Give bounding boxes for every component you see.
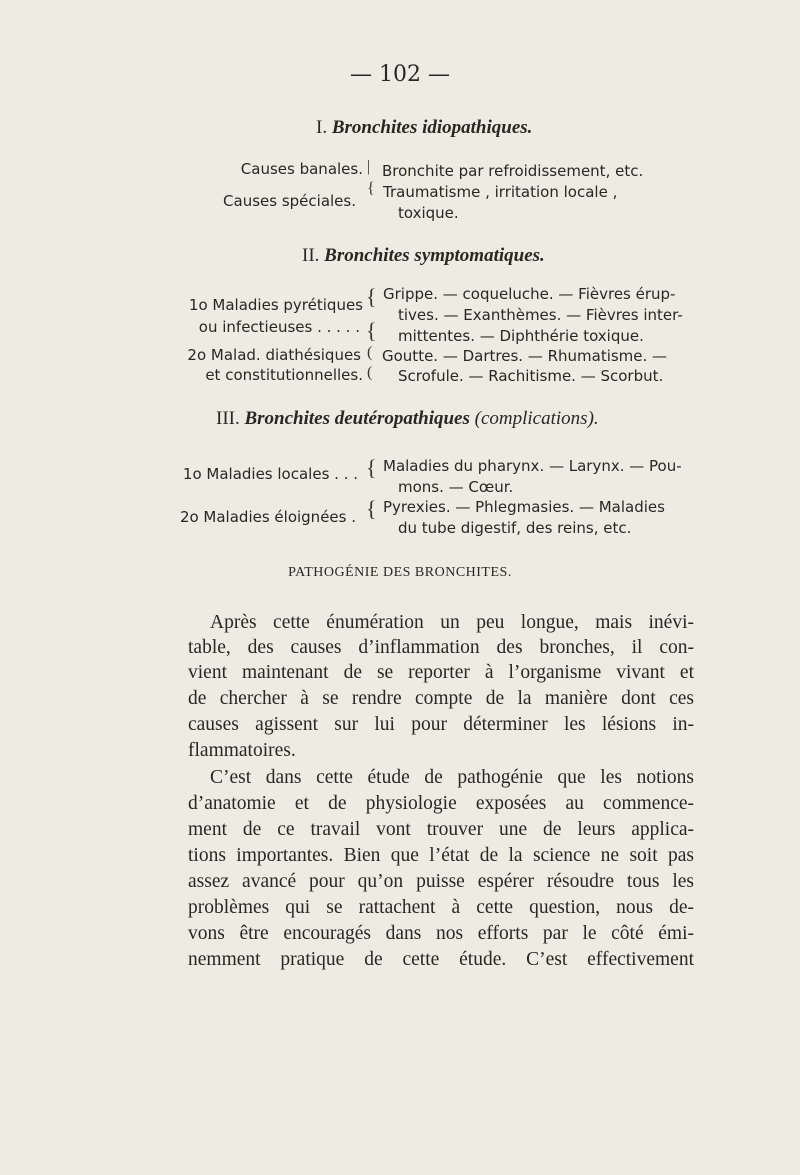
paragraph-1-line: vient maintenant de se reporter à l’organisme vivant et (188, 662, 694, 683)
section-1-heading (316, 117, 532, 139)
paragraph-1-line: table, des causes d’inflammation des bronches, il con- (188, 637, 694, 658)
locales-label: 1o Maladies locales . . . (182, 465, 358, 483)
brace: ( (367, 344, 373, 361)
pyretiques-text-3: mittentes. — Diphthérie toxique. (398, 327, 644, 345)
pyretiques-label-1: 1o Maladies pyrétiques (188, 296, 363, 314)
diathesiques-text-1: Goutte. — Dartres. — Rhumatisme. — (382, 347, 668, 365)
section-1-numeral: I. (316, 117, 328, 138)
section-2-title: Bronchites symptomatiques. (324, 245, 545, 266)
causes-speciales-text-2: toxique. (398, 204, 459, 222)
paragraph-2-line: C’est dans cette étude de pathogénie que les notions (210, 767, 694, 788)
section-3-title: Bronchites deutéropathiques (244, 408, 470, 429)
causes-banales-label: Causes banales. (240, 160, 363, 178)
section-3-numeral: III. (216, 408, 240, 429)
pyretiques-text-2: tives. — Exanthèmes. — Fièvres inter- (398, 306, 683, 324)
paragraph-2-line: d’anatomie et de physiologie exposées au commence- (188, 793, 694, 814)
paragraph-2-line: problèmes qui se rattachent à cette question, nous de- (188, 897, 694, 918)
eloignees-text-1: Pyrexies. — Phlegmasies. — Maladies (383, 498, 665, 516)
causes-speciales-label: Causes spéciales. (223, 192, 356, 210)
brace: { (366, 318, 377, 343)
paragraph-2-line: vons être encouragés dans nos efforts par le côté émi- (188, 923, 694, 944)
causes-speciales-text-1: Traumatisme , irritation locale , (383, 183, 618, 201)
section-3-heading (216, 408, 599, 430)
eloignees-text-2: du tube digestif, des reins, etc. (398, 519, 632, 537)
eloignees-label: 2o Maladies éloignées . (179, 508, 356, 526)
brace: { (366, 284, 377, 309)
paragraph-2-line: assez avancé pour qu’on puisse espérer résoudre tous les (188, 871, 694, 892)
paragraph-1-line: Après cette énumération un peu longue, mais inévi- (210, 612, 694, 633)
pyretiques-label-2: ou infectieuses . . . . . (198, 318, 360, 336)
locales-text-2: mons. — Cœur. (398, 478, 514, 496)
locales-text-1: Maladies du pharynx. — Larynx. — Pou- (383, 457, 682, 475)
pyretiques-text-1: Grippe. — coqueluche. — Fièvres érup- (383, 285, 676, 303)
paragraph-1-line: causes agissent sur lui pour déterminer les lésions in- (188, 714, 694, 735)
section-1-title: Bronchites idiopathiques. (331, 117, 533, 138)
diathesiques-label-1: 2o Malad. diathésiques (187, 346, 361, 364)
section-2-heading (302, 245, 545, 267)
paragraph-2-line: tions importantes. Bien que l’état de la science ne soit pas (188, 845, 694, 866)
diathesiques-text-2: Scrofule. — Rachitisme. — Scorbut. (398, 367, 664, 385)
diathesiques-label-2: et constitutionnelles. (205, 366, 363, 384)
section-2-numeral: II. (302, 245, 320, 266)
brace: { (367, 180, 375, 197)
pathogenie-heading: PATHOGÉNIE DES BRONCHITES. (288, 565, 512, 580)
paragraph-2-line: nemment pratique de cette étude. C’est effectivement (188, 949, 694, 970)
paragraph-1-line: flammatoires. (188, 740, 296, 761)
brace: { (366, 455, 377, 480)
brace: ( (367, 364, 373, 381)
brace: { (366, 496, 377, 521)
paragraph-1-line: de chercher à se rendre compte de la manière dont ces (188, 688, 694, 709)
brace: | (367, 158, 371, 175)
causes-banales-text: Bronchite par refroidissement, etc. (382, 162, 644, 180)
page-number: — 102 — (350, 62, 450, 87)
paragraph-2-line: ment de ce travail vont trouver une de leurs applica- (188, 819, 694, 840)
section-3-subtitle: (complications). (474, 408, 599, 429)
